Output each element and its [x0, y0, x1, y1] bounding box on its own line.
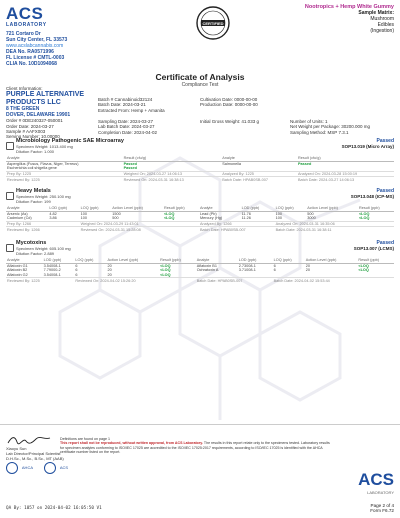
footer-logo — [358, 470, 394, 495]
metals-cell: 500 — [307, 211, 314, 216]
myco-col-header: LOD (ppb) — [43, 258, 75, 263]
cultivation-date: Cultivation Date: 0000-00-00 — [200, 96, 258, 102]
myco-col-header: Analyte — [6, 258, 43, 263]
myco-cell: Aflatoxin B2 — [7, 268, 28, 273]
metals-cell: <LOQ — [163, 216, 175, 221]
micro-result: Passed — [298, 161, 312, 166]
lab-clia: CLIA No. 10D1094068 — [6, 61, 57, 67]
metals-cell: 100 — [80, 211, 87, 216]
page-count: Page 2 of 4 — [370, 503, 394, 508]
metals-cell: Cadmium (Cd) — [7, 216, 32, 221]
table-row — [6, 177, 394, 182]
micro-col-header: Analyte — [6, 156, 123, 161]
mycotoxin-icon — [6, 244, 14, 252]
serving-number: Serving Number: 10.00000 — [6, 134, 60, 140]
client-name: PURPLE ALTERNATIVE PRODUCTS LLC — [6, 91, 85, 107]
extracted-from: Extracted From: Hemp + Amanita — [98, 107, 165, 113]
order-date: Order Date: 2024-03-27 — [6, 123, 54, 129]
metals-spec-weight: Specimen Weight: 250.100 mg — [16, 194, 71, 199]
myco-cell: 6 — [273, 268, 276, 273]
myco-col-header: LOQ (ppb) — [273, 258, 305, 263]
meta-cell: Weighed On: 2024-03-27 14:06:13 — [123, 171, 222, 177]
myco-cell: Ochratoxin A — [196, 268, 219, 273]
metals-cell: 100 — [80, 216, 87, 221]
microscope-icon — [6, 142, 14, 150]
heavy-metals-section — [6, 188, 394, 232]
footer-logo-sub: LABORATORY — [367, 490, 394, 495]
sample-matrix-2: Edibles — [377, 22, 394, 28]
metals-cell: Mercury (Hg) — [199, 216, 223, 221]
metals-cell: <LOQ — [358, 211, 370, 216]
disclaimer-bold: This report shall not be reproduced, without written approval, from ACS Laboratory. — [60, 441, 203, 446]
metals-title: Heavy Metals — [16, 188, 51, 194]
client-street: 8 THE GREEN — [6, 106, 40, 113]
myco-col-header: Action Level (ppb) — [107, 258, 160, 263]
myco-cell: 20 — [107, 263, 112, 268]
myco-sop: SOP13.007 (LCMS) — [353, 246, 394, 251]
metals-col-header: Analyte — [199, 206, 241, 211]
metals-status — [351, 188, 394, 199]
table-row — [6, 227, 394, 232]
page-number — [370, 503, 394, 513]
myco-cell: 20 — [107, 268, 112, 273]
myco-col-header: Result (ppb) — [357, 258, 394, 263]
header — [6, 4, 394, 68]
completion-date: Completion Date: 2024-04-02 — [98, 129, 158, 135]
page-title: Certificate of Analysis — [155, 72, 245, 82]
myco-cell: 2.73008-1 — [238, 263, 256, 268]
lab-dates — [98, 119, 157, 135]
metals-cell: 11.76 — [241, 211, 251, 216]
metals-dilution: Dilution Factor: 199 — [16, 199, 51, 204]
metals-col-header: Analyte — [6, 206, 48, 211]
myco-cell: 3.54008-1 — [43, 273, 61, 278]
acs-logo: ACS — [6, 4, 44, 23]
micro-analyte: Escherichia coli shigella gene — [7, 166, 57, 171]
footer-logo-text: ACS — [358, 470, 394, 489]
batch-date: Batch Date: 2024-03-21 — [98, 102, 146, 108]
metals-cell: 100 — [275, 216, 282, 221]
acs-badge-icon — [44, 462, 56, 474]
meta-cell: Reviewed By: 1225 — [6, 177, 123, 182]
production-date: Production Date: 0000-00-00 — [200, 102, 258, 108]
acs-badge-label: ACS — [59, 465, 69, 471]
myco-cell: Aflatoxin B1 — [196, 263, 217, 268]
meta-cell: Weighed On: 2024-03-29 11:43:01 — [80, 221, 199, 227]
micro-spec-weight: Specimen Weight: 1013.400 mg — [16, 144, 73, 149]
ahca-badge-icon — [6, 462, 18, 474]
meta-cell: Reviewed On: 2024-03-31 15:28:08 — [80, 227, 199, 232]
lab-website-link[interactable]: www.acslabcannabis.com — [6, 43, 64, 49]
metals-col-header: Action Level (ppb) — [306, 206, 358, 211]
client-info-label: Client Information: — [6, 86, 43, 91]
client-info — [6, 86, 96, 140]
micro-table — [6, 156, 394, 182]
myco-spec-weight: Specimen Weight: 605.100 mg — [16, 246, 71, 251]
metals-cell: Lead (Pb) — [199, 211, 217, 216]
myco-cell: 6 — [75, 263, 78, 268]
ahca-label: AHCA — [21, 465, 33, 471]
seal-text: CERTIFIED — [202, 20, 224, 26]
myco-cell: <LOQ — [358, 263, 369, 268]
number-of-units: Number of Units: 1 — [290, 119, 328, 124]
myco-col-header: LOD (ppb) — [238, 258, 273, 263]
lab-dea: DEA No. RA0571996 — [6, 49, 54, 55]
meta-cell: Batch Date: HPAB0SB-007 — [199, 227, 275, 232]
client-city: DOVER, DELAWARE 19901 — [6, 111, 71, 118]
micro-result: Passed — [123, 161, 137, 166]
metals-col-header: Result (ppb) — [163, 206, 199, 211]
product-name: Nootropics + Hemp White Gummy — [304, 4, 394, 10]
weight-info — [200, 119, 259, 124]
lab-fl-license: FL License # CMTL-0003 — [6, 55, 65, 61]
lab-info — [6, 31, 67, 67]
page-subtitle: Compliance Test — [181, 82, 219, 88]
footer-divider — [0, 424, 400, 425]
myco-table — [6, 258, 394, 283]
micro-title: Microbiology Pathogenic SAE Microarray — [16, 138, 124, 144]
initial-weight: Initial Gross Weight: 41.033 g — [200, 119, 259, 124]
metals-cell: <LOQ — [163, 211, 175, 216]
micro-col-header: Analyte — [221, 156, 297, 161]
meta-cell: Analyzed By: 1225 — [221, 171, 297, 177]
micro-analyte: Salmonella — [222, 161, 242, 166]
metals-cell: Arsenic (As) — [7, 211, 28, 216]
metals-cell: 3.86 — [49, 216, 57, 221]
product-info — [305, 4, 394, 34]
mycotoxins-section — [6, 240, 394, 283]
myco-cell: 20 — [305, 268, 311, 273]
lab-batch-date: Lab Batch Date: 2024-03-27 — [98, 124, 155, 130]
meta-cell: Prep By: 1225 — [6, 171, 123, 177]
microbiology-section — [6, 138, 394, 182]
myco-title: Mycotoxins — [16, 240, 47, 246]
micro-analyte: Aspergillus (Fusus, Flavus, Niger, Terreus) — [7, 161, 79, 166]
micro-sop: SOP13.019 (Micro Array) — [341, 144, 394, 149]
metals-cell: 11.26 — [241, 216, 251, 221]
myco-col-header: LOQ (ppb) — [74, 258, 106, 263]
meta-cell: Reviewed On: 2024-03-31 16:38:13 — [123, 177, 222, 182]
myco-cell: 7.79000-2 — [43, 268, 61, 273]
sample-matrix-1: Mushroom — [370, 16, 394, 22]
sample-number: Sample # AAFX003 — [6, 129, 46, 135]
myco-cell: <LOQ — [160, 263, 171, 268]
myco-status-badge: Passed — [376, 240, 394, 246]
metals-cell: 3000 — [307, 216, 316, 221]
metals-cell: 1500 — [112, 211, 121, 216]
meta-cell: Analyzed On: 2024-03-31 16:35:06 — [275, 221, 394, 227]
sample-matrix-3: (Ingestion) — [370, 28, 394, 34]
meta-cell: Analyzed By: 1266 — [199, 221, 275, 227]
signer-name: Xiaoyu Sun — [6, 446, 27, 451]
meta-cell: Batch Date: 2024-04-02 15:53:44 — [273, 278, 394, 283]
metals-cell: 500 — [112, 216, 119, 221]
micro-status-badge: Passed — [376, 138, 394, 144]
myco-col-header: Result (ppb) — [159, 258, 196, 263]
myco-col-header: Analyte — [196, 258, 238, 263]
myco-status — [354, 240, 394, 251]
lab-address1: 721 Cortaro Dr — [6, 31, 41, 37]
sampling-date: Sampling Date: 2024-03-27 — [98, 119, 154, 124]
batch-info — [98, 86, 165, 113]
myco-dilution: Dilution Factor: 2.889 — [16, 251, 55, 256]
myco-cell: 6 — [75, 268, 78, 273]
qa-stamp: QA By: 1057 on 2024-04-02 16:05:50 V1 — [6, 506, 102, 511]
myco-col-header: Action Level (ppb) — [305, 258, 358, 263]
signer-credentials: D.H.Sc., M.Sc., B.Sc., MT (AAB) — [6, 456, 64, 461]
meta-cell: Reviewed By: 1225 — [6, 278, 74, 283]
meta-cell: Batch Date: HPAB0SB-007 — [196, 278, 273, 283]
myco-cell: Aflatoxin G2 — [7, 273, 28, 278]
micro-dilution: Dilution Factor: 1.000 — [16, 149, 55, 154]
metals-col-header: Result (ppb) — [358, 206, 394, 211]
metals-col-header: LOD (ppb) — [241, 206, 275, 211]
package-info — [290, 119, 370, 135]
accreditation-badges — [6, 462, 266, 474]
myco-cell: <LOQ — [160, 273, 171, 278]
metals-col-header: Action Level (ppb) — [111, 206, 163, 211]
myco-cell: <LOQ — [358, 268, 369, 273]
metals-col-header: LOD (ppb) — [48, 206, 79, 211]
myco-cell: 3.54008-1 — [43, 263, 61, 268]
meta-cell: Batch Date: 2024-03-31 16:38:11 — [275, 227, 394, 232]
meta-cell: Reviewed On: 2024-04-02 15:26:20 — [74, 278, 195, 283]
myco-cell: Aflatoxin G1 — [7, 263, 28, 268]
myco-cell: 6 — [75, 273, 78, 278]
metals-cell: 4.82 — [49, 211, 57, 216]
micro-col-header: Result (cfu/g) — [123, 156, 222, 161]
myco-cell: 3.71008-1 — [238, 268, 256, 273]
meta-cell: Batch Date: HPAB0SB-007 — [221, 177, 297, 182]
metals-icon — [6, 192, 14, 200]
metals-cell: 100 — [275, 211, 282, 216]
meta-cell: Analyzed On: 2024-03-28 15:00:19 — [297, 171, 394, 177]
disclaimer — [60, 437, 330, 455]
myco-cell: 20 — [107, 273, 112, 278]
metals-col-header: LOQ (ppb) — [80, 206, 112, 211]
meta-cell: Reviewed By: 1266 — [6, 227, 80, 232]
signature-icon — [6, 434, 52, 446]
table-row — [6, 278, 394, 283]
cultivation-info — [200, 86, 258, 108]
micro-col-header: Result (cfu/g) — [297, 156, 394, 161]
myco-cell: 20 — [305, 263, 311, 268]
metals-status-badge: Passed — [376, 188, 394, 194]
net-weight: Net Weight per Package: 30200.000 mg — [290, 124, 370, 130]
micro-result: Passed — [123, 166, 137, 171]
sample-matrix-label: Sample Matrix: — [358, 10, 394, 16]
order-number: Order # 0DE240327-050001 — [6, 118, 63, 124]
myco-cell: 6 — [273, 263, 276, 268]
batch-number: Batch # Cannabinoid32124 — [98, 96, 153, 102]
myco-cell: <LOQ — [160, 268, 171, 273]
lab-address2: Sun City Center, FL 33573 — [6, 37, 68, 43]
micro-status — [342, 138, 394, 149]
metals-cell: <LOQ — [358, 216, 370, 221]
metals-sop: SOP13.048 (ICP-MS) — [350, 194, 394, 199]
signer-title: Lab Director/Principal Scientist — [6, 451, 61, 456]
acs-logo-subtitle: LABORATORY — [6, 22, 47, 28]
certified-seal-icon — [196, 6, 230, 40]
form-number: Form F6.72 — [370, 508, 394, 513]
meta-cell: Batch Date: 2024-03-27 14:06:13 — [297, 177, 394, 182]
metals-table — [6, 206, 394, 232]
disclaimer-text: The results in this report relate only to the specimens tested. Laboratory results for specimen analytes conforming to ISO/IEC 17025 are accredited to the ISO/IEC 17025:2017 requirements, according to ISO/IEC 17025 is identified with the AHCA certificate number listed on the report. — [60, 441, 330, 455]
definitions-note: Definitions are found on page 1 — [60, 437, 110, 441]
sampling-method: Sampling Method: MSP 7.3.1 — [290, 129, 349, 135]
metals-col-header: LOQ (ppb) — [275, 206, 307, 211]
meta-cell: Prep By: 1266 — [6, 221, 80, 227]
